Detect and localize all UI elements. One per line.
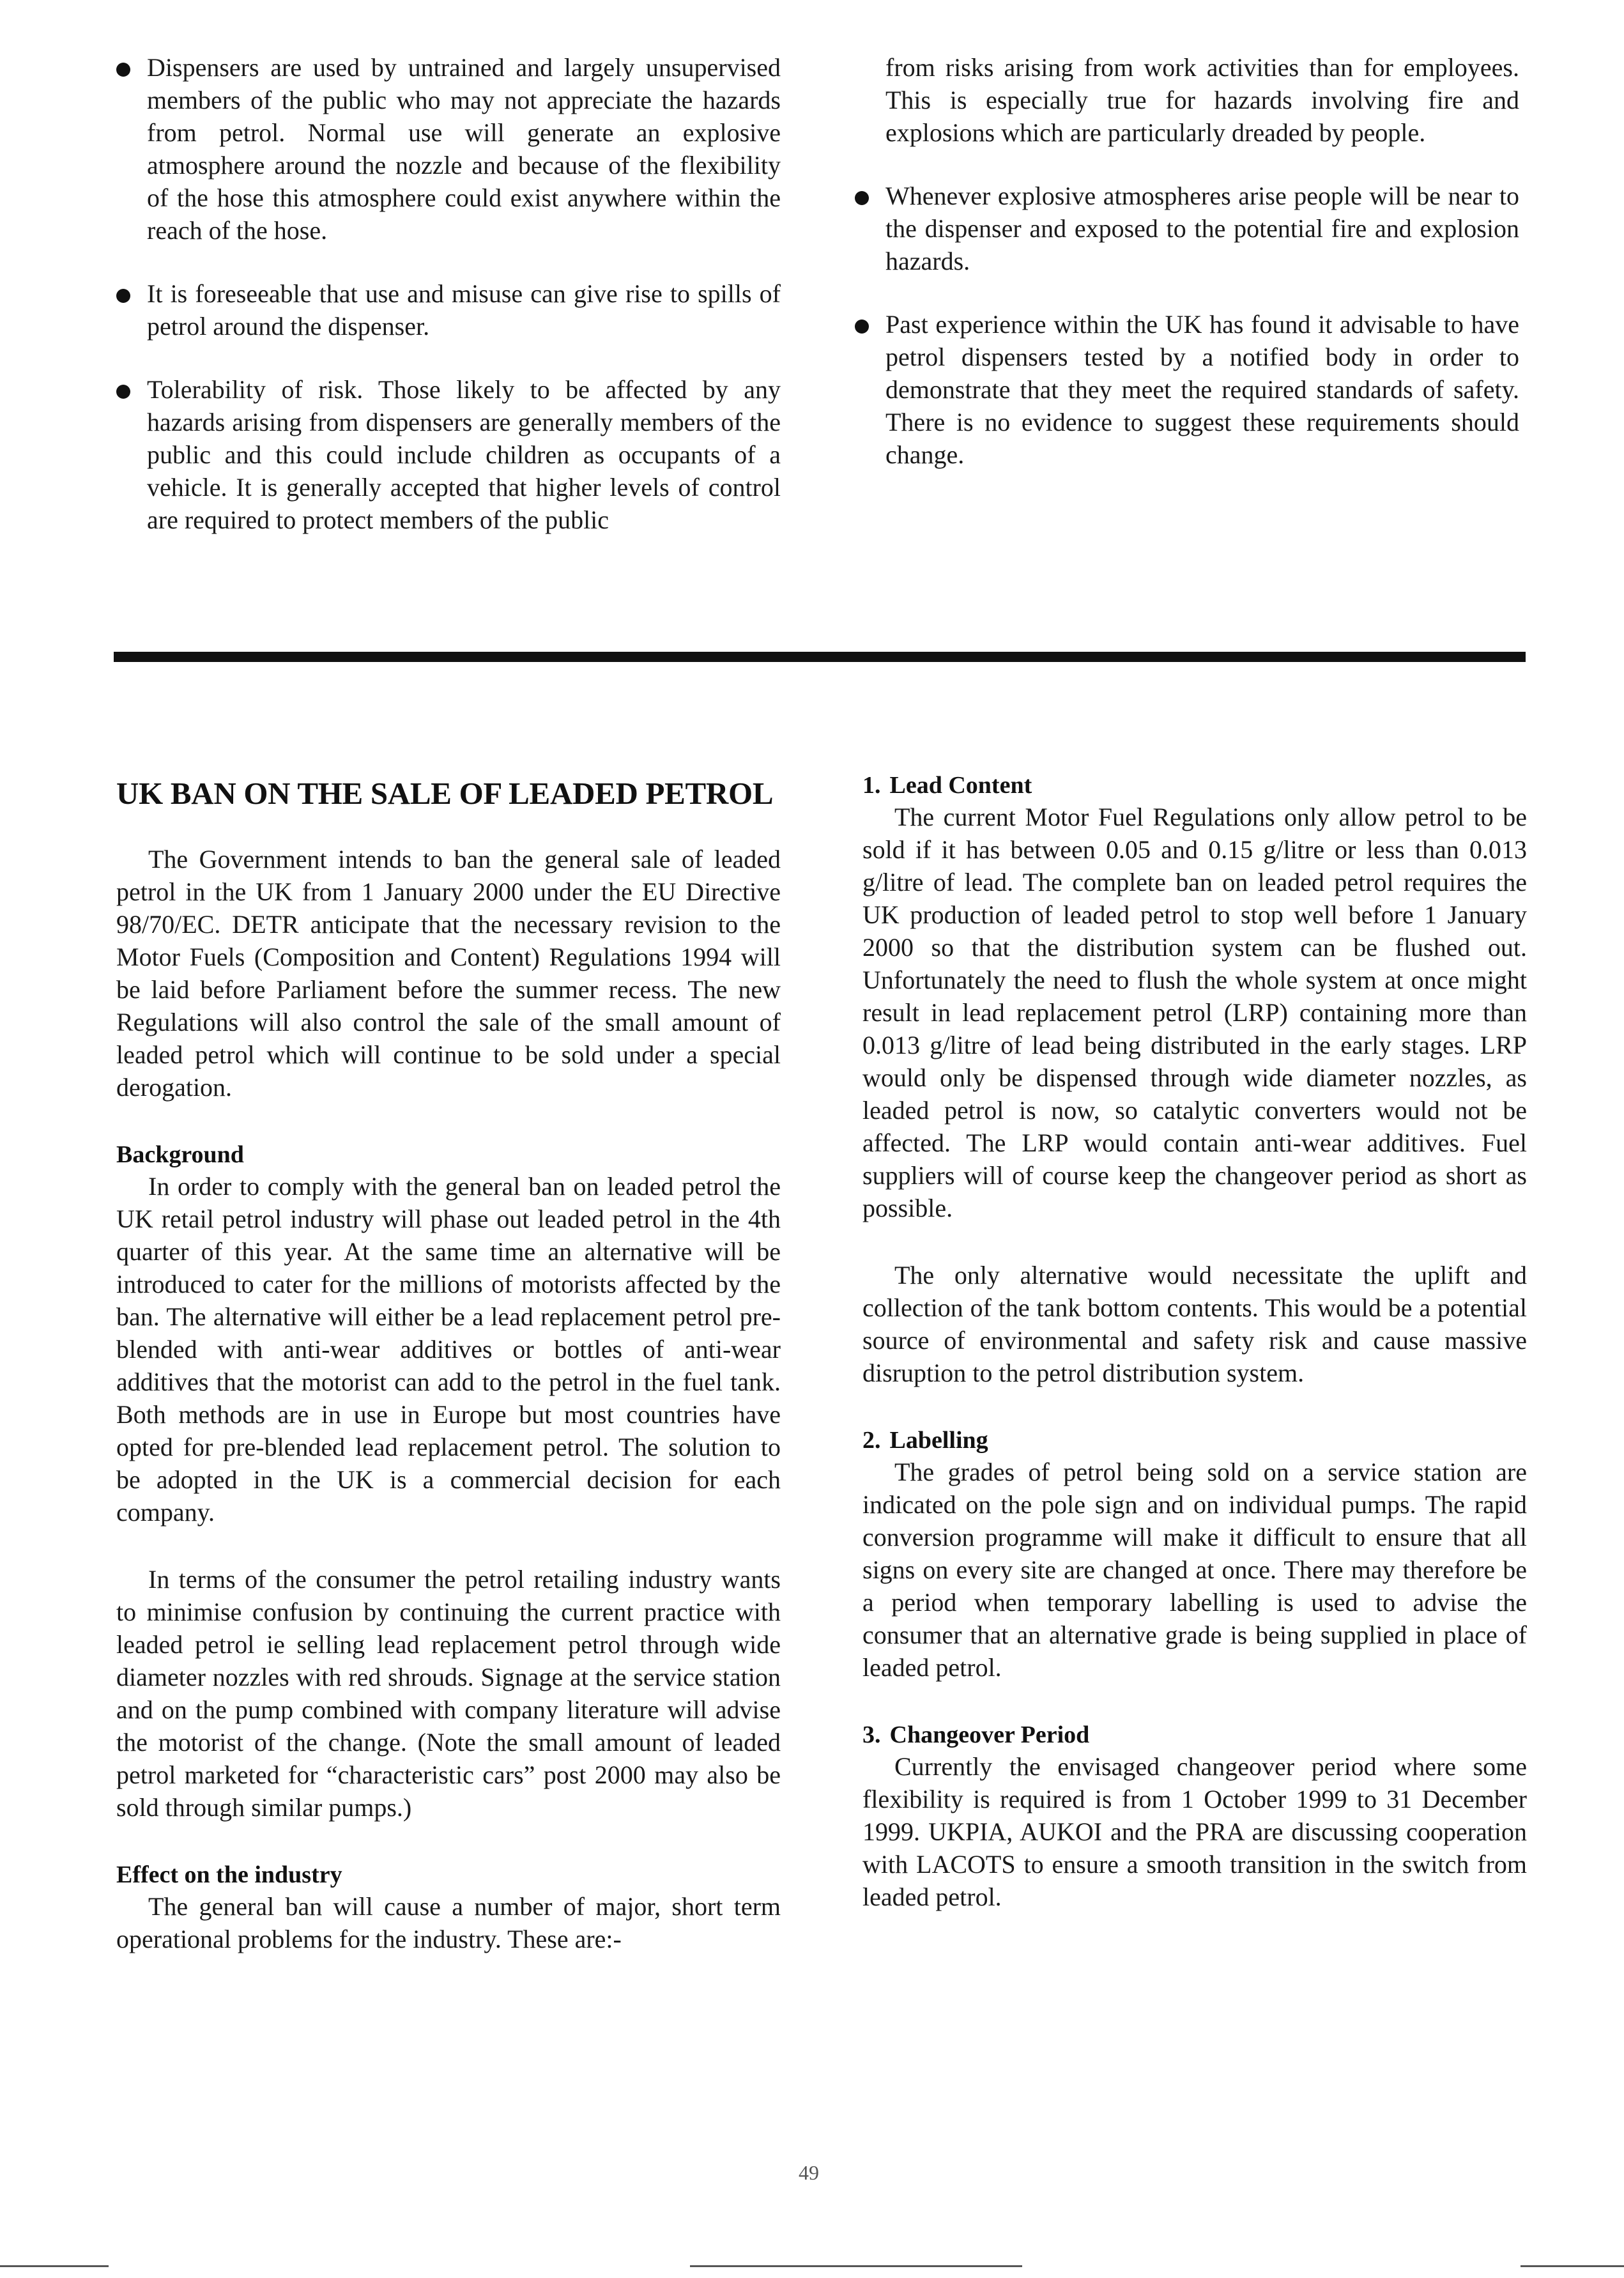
bullet-text: Tolerability of risk. Those likely to be affected by any hazards arising from dispensers are generally members of the public and this could include children as occupants of a vehicle. It is generally accepted that higher levels of control are required to protect members of the public <box>147 375 781 534</box>
scan-edge-mark <box>690 2265 1022 2267</box>
bullet-icon <box>116 385 130 399</box>
bullet-text: Whenever explosive atmospheres arise people will be near to the dispenser and exposed to the potential fire and explosion hazards. <box>885 181 1519 275</box>
changeover-heading <box>862 1720 1527 1750</box>
effect-heading: Effect on the industry <box>116 1861 342 1888</box>
lead-content-heading <box>862 770 1527 801</box>
bullet-icon <box>116 63 130 77</box>
changeover-paragraph: Currently the envisaged changeover period where some flexibility is required is from 1 October 1999 to 31 December 1999. UKPIA, AUKOI and the PRA are discussing cooperation with LACOTS to ensure a smooth transition in the switch from leaded petrol. <box>862 1752 1527 1911</box>
section-number: 2. <box>862 1427 881 1454</box>
scan-edge-mark <box>0 2265 109 2267</box>
article-left-column <box>116 775 781 1955</box>
lead-content-paragraph-1: The current Motor Fuel Regulations only allow petrol to be sold if it has between 0.05 and 0.15 g/litre or less than 0.013 g/litre of lead. The complete ban on leaded petrol requires the UK production of leaded petrol to stop well before 1 January 2000 so that the distribution system can be flushed out. Unfortunately the need to flush the whole system at once might result in lead replacement petrol (LRP) containing more than 0.013 g/litre of lead being distributed in the early stages. LRP would only be dispensed through wide diameter nozzles, as leaded petrol is now, so catalytic converters would not be affected. The LRP would contain anti-wear additives. Fuel suppliers will of course keep the changeover period as short as possible. <box>862 803 1527 1222</box>
bullet-icon <box>855 319 869 334</box>
article-title: UK BAN ON THE SALE OF LEADED PETROL <box>116 776 774 811</box>
list-item <box>116 51 781 247</box>
section-title: Lead Content <box>889 772 1032 799</box>
article-right-column <box>862 770 1527 1913</box>
top-left-column <box>116 51 781 536</box>
scan-edge-mark <box>1521 2265 1624 2267</box>
bullet-text: Past experience within the UK has found it advisable to have petrol dispensers tested by a notified body in order to demonstrate that they meet the required standards of safety. There is no evidence to suggest these requirements should change. <box>885 310 1519 469</box>
bullet-icon <box>116 289 130 303</box>
hazard-bullet-list <box>116 51 781 536</box>
lead-content-paragraph-2: The only alternative would necessitate the uplift and collection of the tank bottom contents. This would be a potential source of environmental and safety risk and cause massive disruption to the petrol distribution system. <box>862 1261 1527 1387</box>
labelling-paragraph: The grades of petrol being sold on a service station are indicated on the pole sign and on individual pumps. The rapid conversion programme will make it difficult to ensure that all signs on every site are changed at once. There may therefore be a period when temporary labelling is used to advise the consumer that an alternative grade is being supplied in place of leaded petrol. <box>862 1458 1527 1682</box>
effect-paragraph: The general ban will cause a number of major, short term operational problems for the industry. These are:- <box>116 1892 781 1953</box>
list-item <box>855 180 1519 277</box>
background-paragraph-1: In order to comply with the general ban on leaded petrol the UK retail petrol industry will phase out leaded petrol in the 4th quarter of this year. At the same time an alternative will be introduced to cater for the millions of motorists affected by the ban. The alternative will either be a lead replacement petrol pre-blended with anti-wear additives or bottles of anti-wear additives that the motorist can add to the petrol in the fuel tank. Both methods are in use in Europe but most countries have opted for pre-blended lead replacement petrol. The solution to be adopted in the UK is a commercial decision for each company. <box>116 1172 781 1527</box>
list-item <box>116 373 781 536</box>
section-title: Changeover Period <box>889 1721 1090 1748</box>
labelling-heading <box>862 1425 1527 1456</box>
top-right-column <box>855 51 1519 471</box>
section-number: 3. <box>862 1721 881 1748</box>
page-number: 49 <box>799 2161 819 2184</box>
background-heading: Background <box>116 1141 244 1168</box>
hazard-bullet-list-continued <box>855 180 1519 471</box>
bullet-text: It is foreseeable that use and misuse can give rise to spills of petrol around the dispenser. <box>147 279 781 341</box>
section-divider <box>114 652 1526 662</box>
background-paragraph-2: In terms of the consumer the petrol retailing industry wants to minimise confusion by continuing the current practice with leaded petrol ie selling lead replacement petrol through wide diameter nozzles with red shrouds. Signage at the service station and on the pump combined with company literature will advise the motorist of the change. (Note the small amount of leaded petrol marketed for “characteristic cars” post 2000 may also be sold through similar pumps.) <box>116 1565 781 1822</box>
section-title: Labelling <box>889 1427 988 1454</box>
continuation-text: from risks arising from work activities than for employees. This is especially true for hazards involving fire and explosions which are particularly dreaded by people. <box>885 53 1519 147</box>
list-item <box>855 308 1519 471</box>
intro-paragraph: The Government intends to ban the general sale of leaded petrol in the UK from 1 January 2000 under the EU Directive 98/70/EC. DETR anticipate that the necessary revision to the Motor Fuels (Composition and Content) Regulations 1994 will be laid before Parliament before the summer recess. The new Regulations will also control the sale of the small amount of leaded petrol which will continue to be sold under a special derogation. <box>116 845 781 1102</box>
list-item <box>116 277 781 342</box>
section-number: 1. <box>862 772 881 799</box>
bullet-text: Dispensers are used by untrained and largely unsupervised members of the public who may not appreciate the hazards from petrol. Normal use will generate an explosive atmosphere around the nozzle and because of the flexibility of the hose this atmosphere could exist anywhere within the reach of the hose. <box>147 53 781 245</box>
bullet-icon <box>855 191 869 205</box>
